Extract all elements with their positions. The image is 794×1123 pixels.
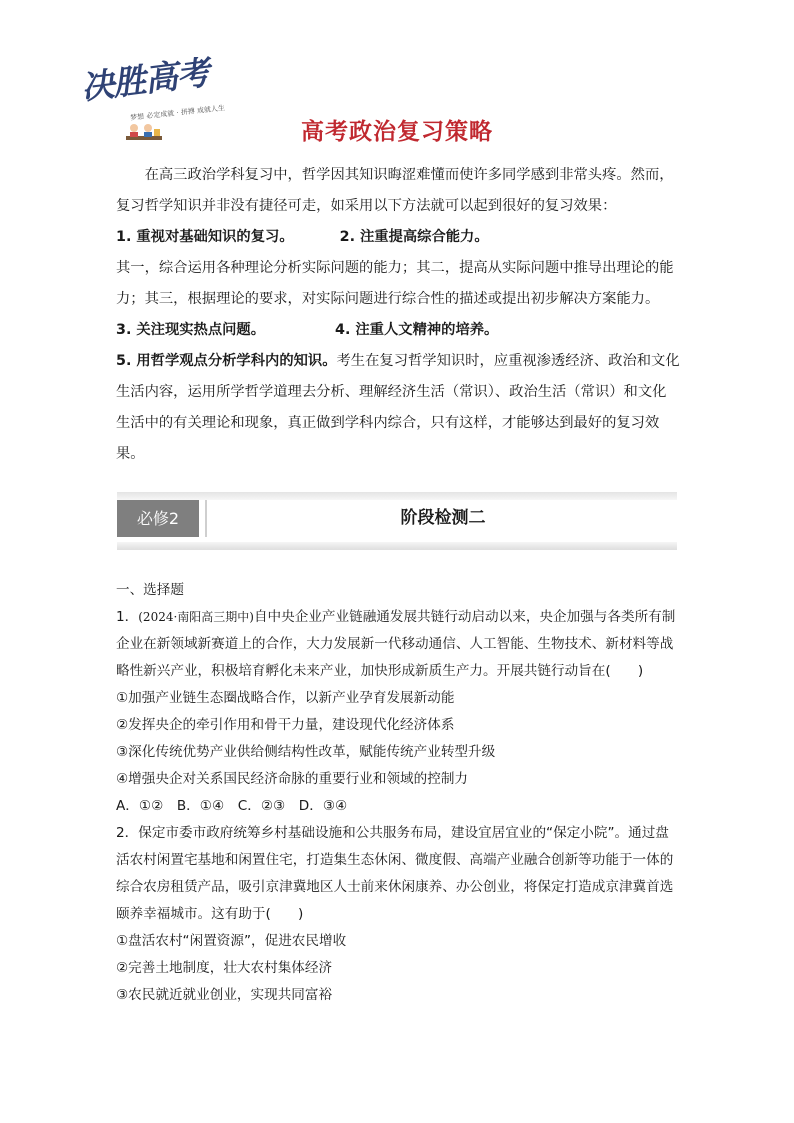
intro-item-2: 2. 注重提高综合能力。 xyxy=(339,229,489,245)
intro-item-1: 1. 重视对基础知识的复习。 xyxy=(116,229,294,245)
question-2-option: ①盘活农村“闲置资源”，促进农民增收 xyxy=(116,933,347,949)
question-1-option: ④增强央企对关系国民经济命脉的重要行业和领域的控制力 xyxy=(116,771,469,787)
section-banner xyxy=(117,492,677,550)
page-headline: 高考政治复习策略 xyxy=(301,119,493,145)
banner-top-border xyxy=(117,492,677,500)
intro-paragraph: 在高三政治学科复习中，哲学因其知识晦涩难懂而使许多同学感到非常头疼。然而，复习哲学知识并非没有捷径可走，如采用以下方法就可以起到很好的复习效果： xyxy=(116,167,674,214)
question-1-answer-choices: A．①② B．①④ C．②③ D．③④ xyxy=(116,798,348,814)
question-1-number: 1． xyxy=(116,609,139,625)
section-tag: 必修2 xyxy=(117,500,199,537)
quiz-section xyxy=(116,577,682,1009)
logo-text: 决胜高考 xyxy=(79,52,211,108)
question-1-option: ③深化传统优势产业供给侧结构性改革，赋能传统产业转型升级 xyxy=(116,744,496,760)
banner-bottom-border xyxy=(117,542,677,550)
quiz-heading: 一、选择题 xyxy=(116,582,184,598)
question-1-stem xyxy=(116,604,682,685)
section-title: 阶段检测二 xyxy=(205,500,679,537)
intro-item-5-title: 5. 用哲学观点分析学科内的知识。 xyxy=(116,353,337,369)
intro-items-row-1 xyxy=(116,222,680,253)
question-2-option: ②完善土地制度，壮大农村集体经济 xyxy=(116,960,333,976)
question-2-option: ③农民就近就业创业，实现共同富裕 xyxy=(116,987,333,1003)
logo-slogan: 梦想 必定成就 · 拼搏 成就人生 xyxy=(129,104,226,122)
question-1-option: ②发挥央企的牵引作用和骨干力量，建设现代化经济体系 xyxy=(116,717,455,733)
ability-paragraph: 其一，综合运用各种理论分析实际问题的能力；其二，提高从实际问题中推导出理论的能力；其三，根据理论的要求，对实际问题进行综合性的描述或提出初步解决方案能力。 xyxy=(116,260,674,307)
question-1-source: (2024·南阳高三期中) xyxy=(138,610,254,624)
intro-item-4: 4. 注重人文精神的培养。 xyxy=(335,322,499,338)
intro-item-5 xyxy=(116,346,680,470)
question-1-text: 自中央企业产业链融通发展共链行动启动以来，央企加强与各类所有制企业在新领域新赛道上的合作，大力发展新一代移动通信、人工智能、生物技术、新材料等战略性新兴产业，积极培育孵化未来产业，加快形成新质生产力。开展共链行动旨在( ) xyxy=(116,609,676,679)
question-2-stem: 2．保定市委市政府统筹乡村基础设施和公共服务布局，建设宜居宜业的“保定小院”。通过盘活农村闲置宅基地和闲置住宅，打造集生态休闲、微度假、高端产业融合创新等功能于一体的综合农房租赁产品，吸引京津冀地区人士前来休闲康养、办公创业，将保定打造成京津冀首选颐养幸福城市。这有助于( ) xyxy=(116,825,674,922)
intro-section xyxy=(116,160,680,470)
question-1-option: ①加强产业链生态圈战略合作，以新产业孕育发展新动能 xyxy=(116,690,455,706)
intro-item-5-text: 考生在复习哲学知识时，应重视渗透经济、政治和文化生活内容，运用所学哲学道理去分析、理解经济生活（常识）、政治生活（常识）和文化生活中的有关理论和现象，真正做到学科内综合，只有这样，才能够达到最好的复习效果。 xyxy=(116,353,680,462)
intro-item-3: 3. 关注现实热点问题。 xyxy=(116,322,266,338)
intro-items-row-2 xyxy=(116,315,680,346)
